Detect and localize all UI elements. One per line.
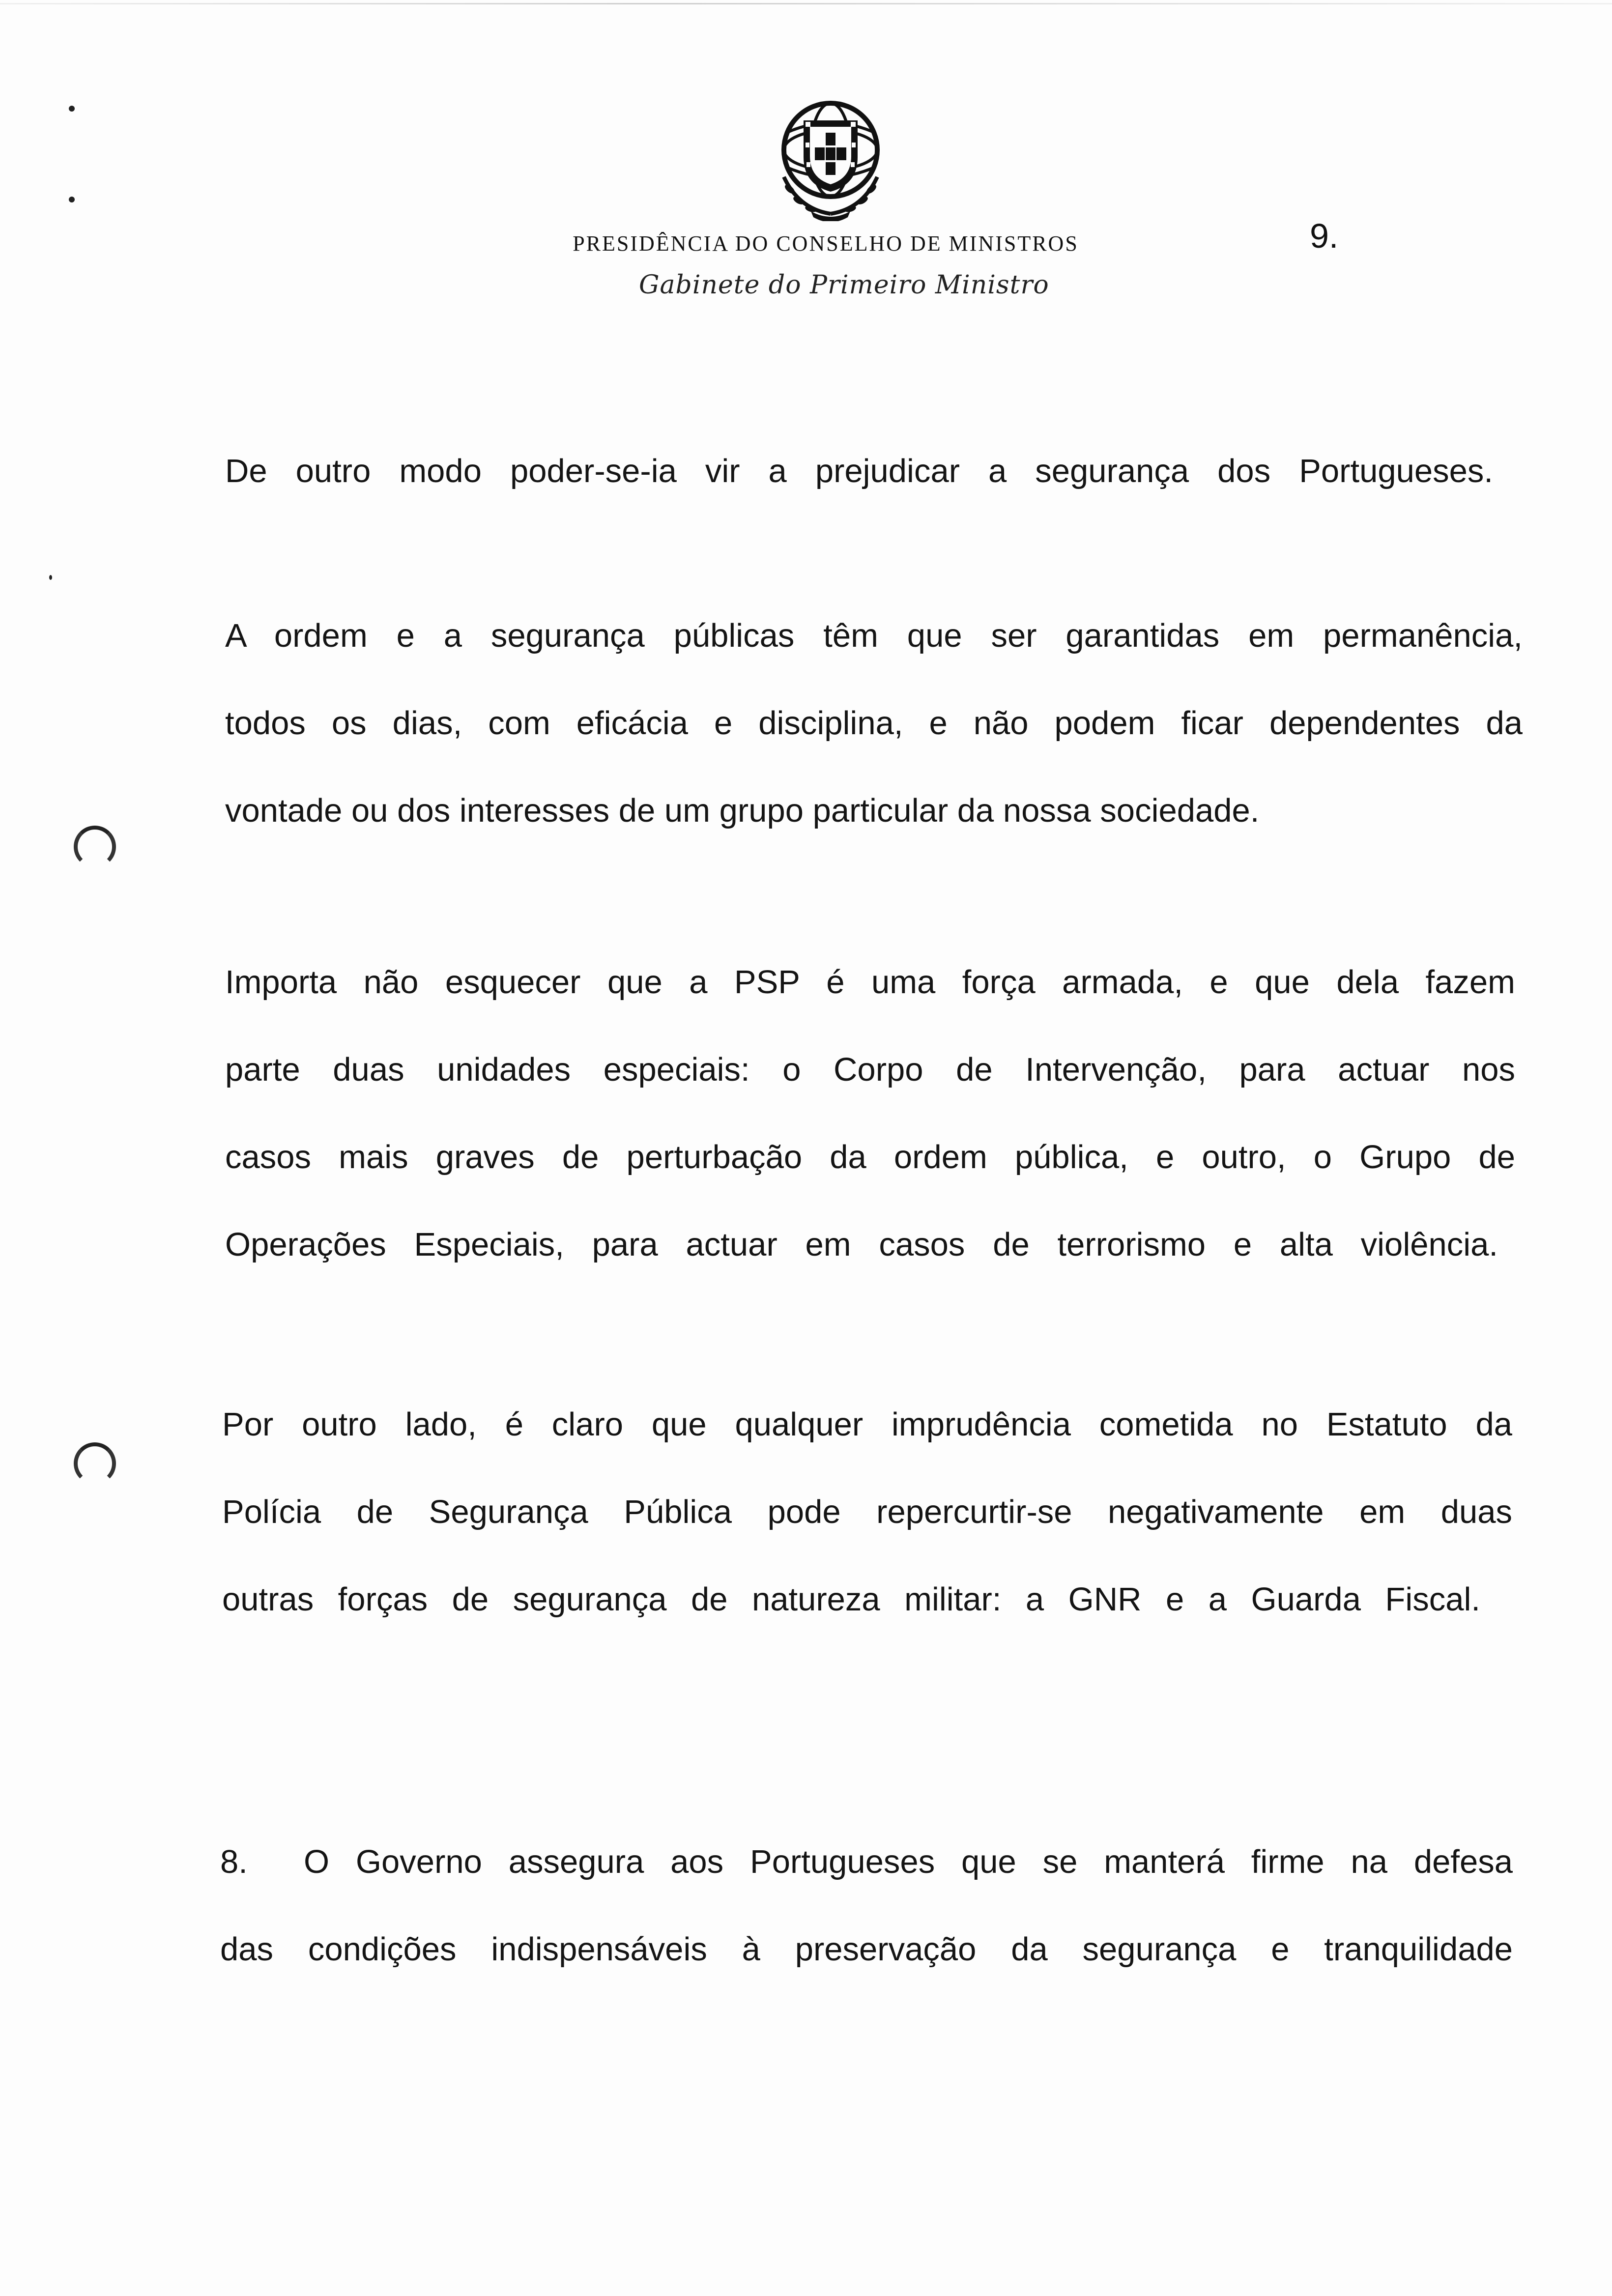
header-subtitle: Gabinete do Primeiro Ministro (639, 270, 1049, 300)
numbered-line (220, 1818, 1513, 1906)
paragraph-line: Polícia de Segurança Pública pode repercurtir-se negativamente em duas (222, 1493, 1512, 1530)
paragraph-line: Operações Especiais, para actuar em casos de terrorismo e alta violência. (225, 1226, 1498, 1263)
paragraph-line: todos os dias, com eficácia e disciplina, e não podem ficar dependentes da (225, 705, 1523, 742)
paragraph-line: O Governo assegura aos Portugueses que se manterá firme na defesa (304, 1843, 1513, 1880)
paragraph-line: vontade ou dos interesses de um grupo particular da nossa sociedade. (225, 792, 1260, 829)
paragraph (222, 1381, 1512, 1643)
paragraph-line: outras forças de segurança de natureza militar: a GNR e a Guarda Fiscal. (222, 1581, 1480, 1618)
scan-speck (69, 197, 75, 202)
numbered-paragraph (220, 1818, 1513, 1993)
scan-edge-line (0, 3, 1612, 4)
punch-hole-icon (74, 826, 116, 868)
paragraph-line: das condições indispensáveis à preservação da segurança e tranquilidade (220, 1931, 1513, 1968)
punch-hole-icon (74, 1442, 116, 1485)
paragraph-line: Importa não esquecer que a PSP é uma força armada, e que dela fazem (225, 964, 1515, 1001)
paragraph-line: casos mais graves de perturbação da ordem pública, e outro, o Grupo de (225, 1139, 1515, 1176)
scan-speck (69, 106, 75, 112)
page-number: 9. (1310, 217, 1339, 255)
paragraph (225, 592, 1523, 855)
paragraph (225, 428, 1493, 515)
coat-of-arms-emblem (764, 93, 897, 221)
scan-speck (49, 575, 52, 580)
paragraph-line: A ordem e a segurança públicas têm que ser garantidas em permanência, (225, 617, 1523, 654)
paragraph-line: Por outro lado, é claro que qualquer imprudência cometida no Estatuto da (222, 1406, 1512, 1443)
paragraph-number: 8. (220, 1843, 248, 1880)
paragraph-line: De outro modo poder-se-ia vir a prejudicar a segurança dos Portugueses. (225, 453, 1493, 489)
paragraph (225, 939, 1515, 1289)
paragraph-line: parte duas unidades especiais: o Corpo de Intervenção, para actuar nos (225, 1051, 1515, 1088)
header-title: PRESIDÊNCIA DO CONSELHO DE MINISTROS (573, 231, 1079, 256)
